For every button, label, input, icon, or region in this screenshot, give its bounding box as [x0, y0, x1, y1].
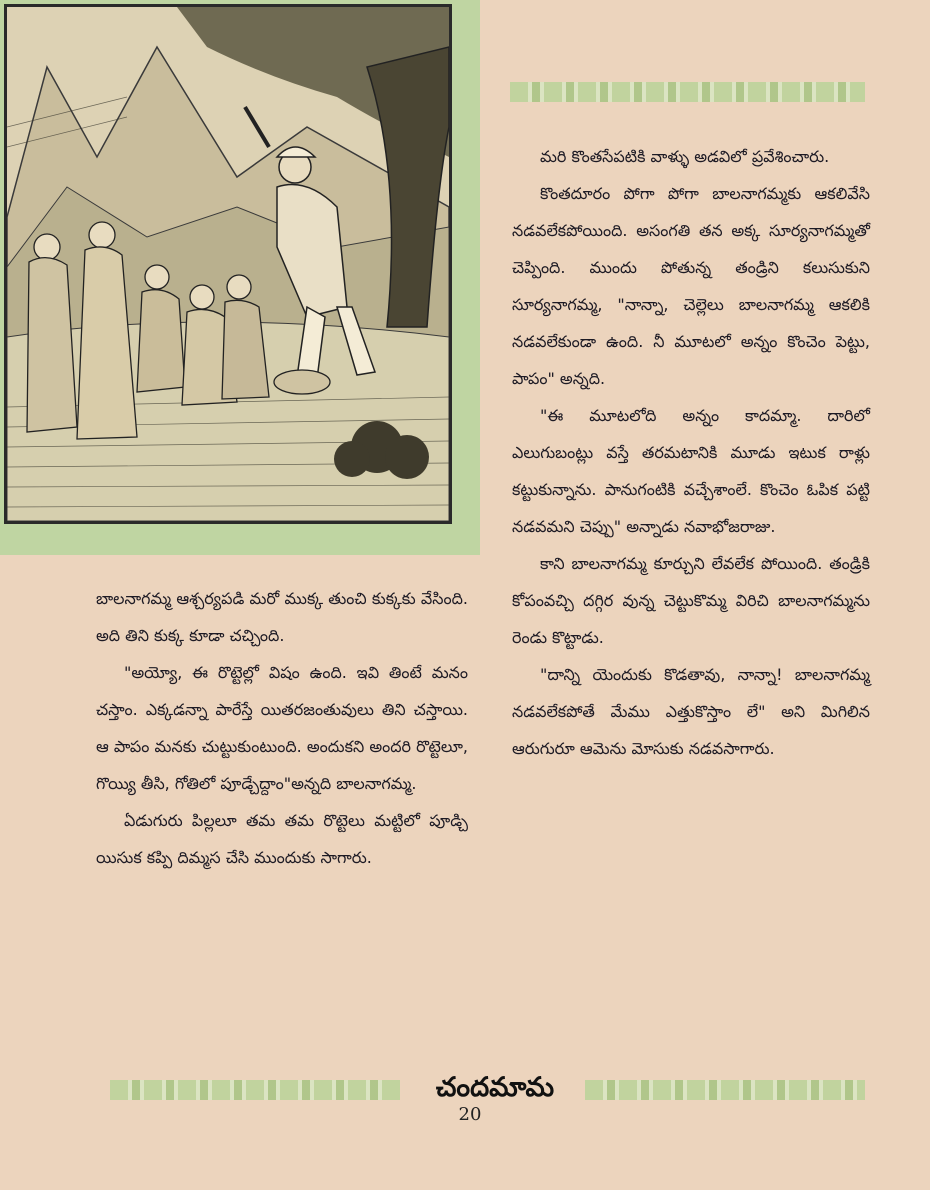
paragraph: ఏడుగురు పిల్లలూ తమ తమ రొట్టెలు మట్టిలో పూడ్చి యిసుక కప్పి దిమ్మస చేసి ముందుకు సాగారు.: [96, 811, 468, 867]
page-number: 20: [458, 1104, 482, 1125]
decorative-band-footer-right: [585, 1080, 865, 1100]
paragraph: "అయ్యో, ఈ రొట్టెల్లో విషం ఉంది. ఇవి తింటే మనం చస్తాం. ఎక్కడన్నా పారేస్తే యితరజంతువులు తిని చస్తాయి. ఆ పాపం మనకు చుట్టుకుంటుంది. అందుకని అందరి రొట్టెలూ, గొయ్యి తీసి, గోతిలో పూడ్చేద్దాం"అన్నది బాలనాగమ్మ.: [96, 663, 468, 793]
paragraph: "దాన్ని యెందుకు కొడతావు, నాన్నా! బాలనాగమ్మ నడవలేకపోతే మేము ఎత్తుకొస్తాం లే" అని మిగిలిన ఆరుగురూ ఆమెను మోసుకు నడవసాగారు.: [512, 665, 870, 758]
decorative-band-footer-left: [110, 1080, 400, 1100]
decorative-band-top: [510, 82, 865, 102]
illustration-panel: [0, 0, 480, 555]
paragraph: మరి కొంతసేపటికి వాళ్ళు అడవిలో ప్రవేశించారు.: [540, 147, 830, 166]
illustration-drawing: [7, 7, 449, 521]
paragraph: కాని బాలనాగమ్మ కూర్చుని లేవలేక పోయింది. తండ్రికి కోపంవచ్చి దగ్గిర వున్న చెట్టుకొమ్మ విరిచి బాలనాగమ్మను రెండు కొట్టాడు.: [512, 554, 870, 647]
paragraph: "ఈ మూటలోది అన్నం కాదమ్మా. దారిలో ఎలుగుబంట్లు వస్తే తరమటానికి మూడు ఇటుక రాళ్లు కట్టుకున్నాను. పానుగంటికి వచ్చేశాంలే. కొంచెం ఓపిక పట్టి నడవమని చెప్పు" అన్నాడు నవాభోజరాజు.: [512, 406, 870, 536]
right-column: [512, 138, 870, 767]
storybook-illustration: [4, 4, 452, 524]
left-column: [96, 580, 468, 876]
magazine-title: చందమామ: [435, 1072, 555, 1103]
paragraph: కొంతదూరం పోగా పోగా బాలనాగమ్మకు ఆకలివేసి నడవలేకపోయింది. అసంగతి తన అక్క సూర్యనాగమ్మతో చెప్పింది. ముందు పోతున్న తండ్రిని కలుసుకుని సూర్యనాగమ్మ, "నాన్నా, చెల్లెలు బాలనాగమ్మ ఆకలికి నడవలేకుండా ఉంది. నీ మూటలో అన్నం కొంచెం పెట్టు, పాపం" అన్నది.: [512, 184, 870, 388]
paragraph: బాలనాగమ్మ ఆశ్చర్యపడి మరో ముక్క తుంచి కుక్కకు వేసింది. అది తిని కుక్క కూడా చచ్చింది.: [96, 589, 468, 645]
